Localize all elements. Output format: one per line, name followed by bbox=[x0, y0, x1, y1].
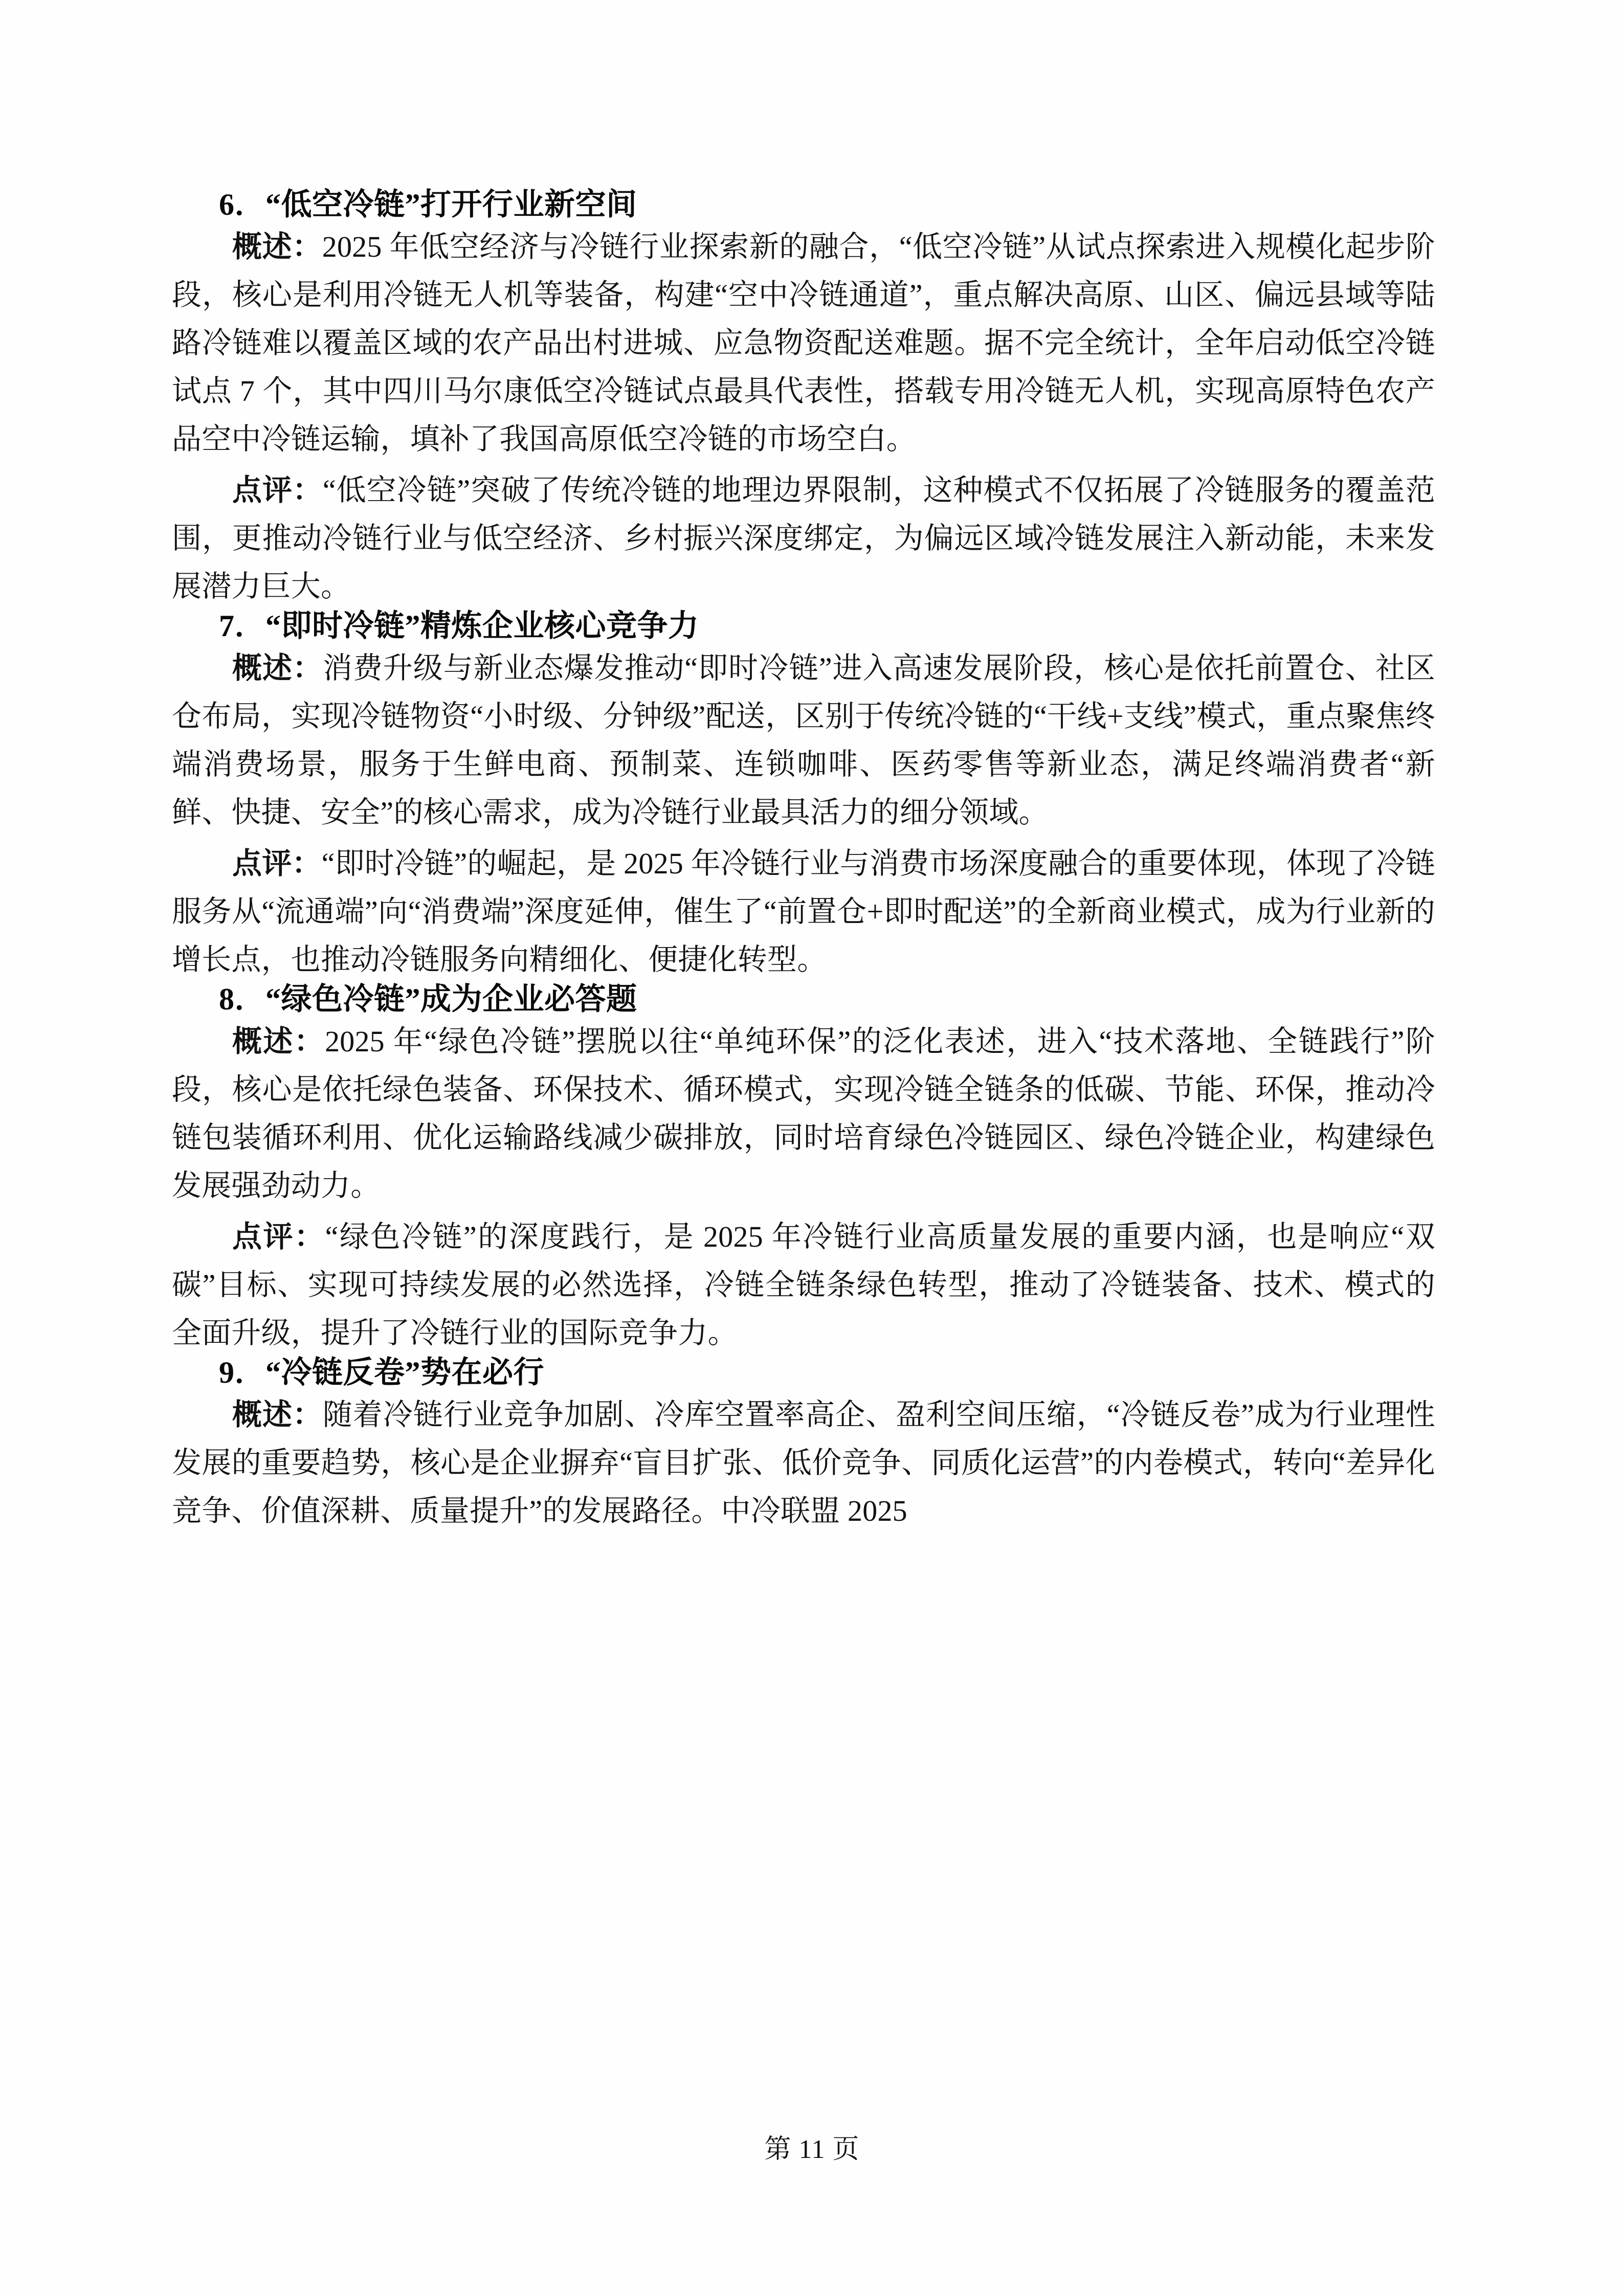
overview-label-7: 概述： bbox=[232, 651, 323, 685]
comment-label-8: 点评： bbox=[232, 1220, 325, 1253]
section-heading-6: 6．“低空冷链”打开行业新空间 bbox=[219, 188, 637, 221]
overview-label-9: 概述： bbox=[232, 1398, 323, 1431]
overview-text-7: 消费升级与新业态爆发推动“即时冷链”进入高速发展阶段，核心是依托前置仓、社区仓布局，实现冷链物资“小时级、分钟级”配送，区别于传统冷链的“干线+支线”模式，重点聚焦终端消费场景，服务于生鲜电商、预制菜、连锁咖啡、医药零售等新业态，满足终端消费者“新鲜、快捷、安全”的核心需求，成为冷链行业最具活力的细分领域。 bbox=[172, 651, 1435, 829]
comment-label-6: 点评： bbox=[232, 474, 323, 507]
overview-text-6: 2025 年低空经济与冷链行业探索新的融合，“低空冷链”从试点探索进入规模化起步阶段，核心是利用冷链无人机等装备，构建“空中冷链通道”，重点解决高原、山区、偏远县域等陆路冷链难以覆盖区域的农产品出村进城、应急物资配送难题。据不完全统计，全年启动低空冷链试点 7 个，其中四川马尔康低空冷链试点最具代表性，搭载专用冷链无人机，实现高原特色农产品空中冷链运输，填补了我国高原低空冷链的市场空白。 bbox=[172, 230, 1435, 456]
section-heading-8: 8．“绿色冷链”成为企业必答题 bbox=[219, 982, 637, 1016]
section-8-comment-paragraph bbox=[172, 1213, 1435, 1357]
section-heading-9: 9．“冷链反卷”势在必行 bbox=[219, 1356, 544, 1389]
overview-label-6: 概述： bbox=[232, 230, 322, 263]
comment-text-7: “即时冷链”的崛起，是 2025 年冷链行业与消费市场深度融合的重要体现，体现了冷链服务从“流通端”向“消费端”深度延伸，催生了“前置仓+即时配送”的全新商业模式，成为行业新的增长点，也推动冷链服务向精细化、便捷化转型。 bbox=[172, 847, 1435, 976]
page-content bbox=[172, 189, 1435, 1535]
section-6-overview-paragraph bbox=[172, 223, 1435, 463]
section-6-comment-paragraph bbox=[172, 466, 1435, 611]
overview-label-8: 概述： bbox=[232, 1025, 325, 1058]
section-9-overview-paragraph bbox=[172, 1391, 1435, 1535]
comment-text-8: “绿色冷链”的深度践行，是 2025 年冷链行业高质量发展的重要内涵，也是响应“双碳”目标、实现可持续发展的必然选择，冷链全链条绿色转型，推动了冷链装备、技术、模式的全面升级，提升了冷链行业的国际竞争力。 bbox=[172, 1220, 1435, 1349]
section-heading-7: 7．“即时冷链”精炼企业核心竞争力 bbox=[219, 609, 699, 643]
overview-text-9: 随着冷链行业竞争加剧、冷库空置率高企、盈利空间压缩，“冷链反卷”成为行业理性发展的重要趋势，核心是企业摒弃“盲目扩张、低价竞争、同质化运营”的内卷模式，转向“差异化竞争、价值深耕、质量提升”的发展路径。中冷联盟 2025 bbox=[172, 1398, 1435, 1527]
overview-text-8: 2025 年“绿色冷链”摆脱以往“单纯环保”的泛化表述，进入“技术落地、全链践行”阶段，核心是依托绿色装备、环保技术、循环模式，实现冷链全链条的低碳、节能、环保，推动冷链包装循环利用、优化运输路线减少碳排放，同时培育绿色冷链园区、绿色冷链企业，构建绿色发展强劲动力。 bbox=[172, 1025, 1435, 1202]
page-number-footer: 第 11 页 bbox=[764, 2135, 860, 2164]
section-7-overview-paragraph bbox=[172, 644, 1435, 837]
section-7-comment-paragraph bbox=[172, 840, 1435, 984]
comment-text-6: “低空冷链”突破了传统冷链的地理边界限制，这种模式不仅拓展了冷链服务的覆盖范围，更推动冷链行业与低空经济、乡村振兴深度绑定，为偏远区域冷链发展注入新动能，未来发展潜力巨大。 bbox=[172, 474, 1435, 603]
section-8-overview-paragraph bbox=[172, 1018, 1435, 1210]
comment-label-7: 点评： bbox=[232, 847, 322, 880]
